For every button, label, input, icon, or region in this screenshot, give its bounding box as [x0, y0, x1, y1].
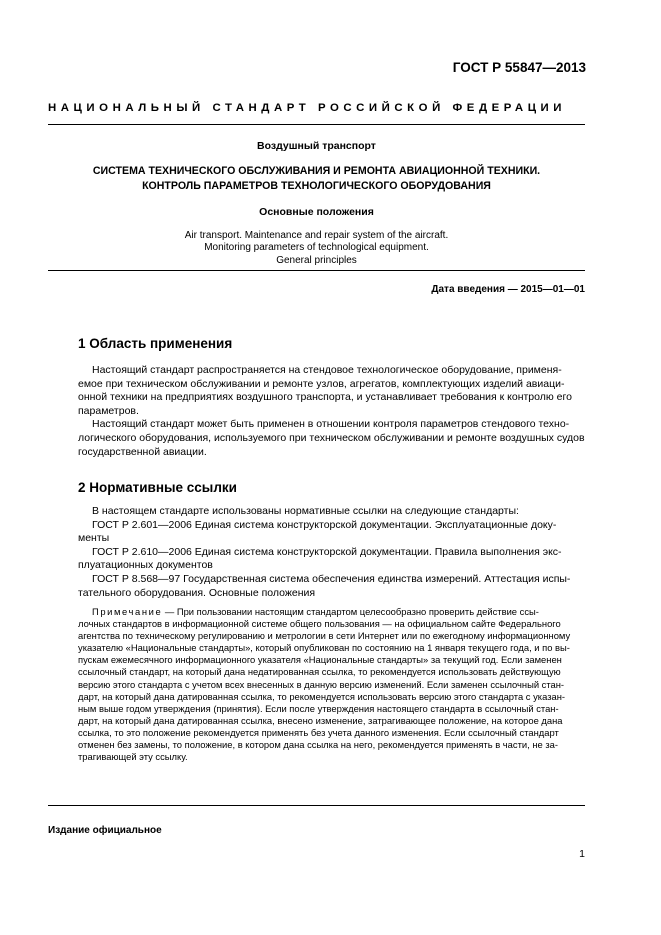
page-number: 1	[579, 848, 585, 860]
subject-heading: Воздушный транспорт	[257, 140, 376, 152]
english-title-line: Monitoring parameters of technological equipment.	[204, 242, 429, 254]
footer-rule	[48, 805, 585, 806]
paragraph-line: Настоящий стандарт может быть применен в отношении контроля параметров стендового техно-	[92, 418, 570, 431]
title-rule	[48, 270, 585, 271]
paragraph-line: емое при техническом обслуживании и ремонте узлов, агрегатов, комплектующих изделий авиаци-	[78, 377, 565, 390]
note-first-line	[78, 606, 585, 618]
note-text: — При пользовании настоящим стандартом целесообразно проверить действие ссы-	[162, 606, 539, 617]
section-2-body	[78, 505, 585, 600]
note-block	[78, 606, 585, 763]
document-subtitle: Основные положения	[259, 206, 374, 218]
paragraph-line: менты	[78, 532, 110, 545]
reference-gost-8-568: ГОСТ Р 8.568—97 Государственная система обеспечения единства измерений. Аттестация испы-	[92, 572, 571, 585]
english-title-line: Air transport. Maintenance and repair system of the aircraft.	[184, 230, 449, 241]
note-line: дарт, на который дана датированная ссылка, то рекомендуется использовать версию этого стандарта с указан-	[78, 690, 566, 702]
header-rule	[48, 124, 585, 125]
note-label: Примечание	[92, 606, 163, 617]
note-line: ссылочный стандарт, на который дана недатированная ссылка, то рекомендуется использовать действующую	[78, 666, 561, 678]
note-line: трагивающей эту ссылку.	[78, 751, 188, 763]
note-line: пускам ежемесячного информационного указателя «Национальные стандарты» за текущий год. Если заменен	[78, 654, 562, 666]
note-line: дарт, на который дана датированная ссылка, внесено изменение, затрагивающее положение, на которое дана	[78, 714, 563, 726]
paragraph-line: онной техники на предприятиях воздушного транспорта, и устанавливает требования к контролю его	[78, 391, 572, 404]
paragraph-line: тательного оборудования. Основные положения	[78, 586, 316, 599]
official-edition-label: Издание официальное	[48, 825, 162, 836]
document-title-line: СИСТЕМА ТЕХНИЧЕСКОГО ОБСЛУЖИВАНИЯ И РЕМОНТА АВИАЦИОННОЙ ТЕХНИКИ.	[92, 165, 541, 177]
paragraph-line: государственной авиации.	[78, 445, 207, 458]
english-title-line: General principles	[276, 254, 357, 266]
paragraph-line: логического оборудования, используемого при техническом обслуживании и ремонте воздушных судов	[78, 431, 585, 444]
section-2-heading: 2 Нормативные ссылки	[78, 480, 237, 495]
english-title	[48, 230, 585, 267]
note-line: указателю «Национальные стандарты», который опубликован по состоянию на 1 января текущего года, и по вы-	[78, 642, 570, 654]
paragraph-line: Настоящий стандарт распространяется на стендовое технологическое оборудование, применя-	[92, 364, 562, 376]
document-title-line: КОНТРОЛЬ ПАРАМЕТРОВ ТЕХНОЛОГИЧЕСКОГО ОБОРУДОВАНИЯ	[142, 180, 491, 192]
paragraph-line: параметров.	[78, 404, 139, 417]
document-title	[48, 164, 585, 194]
note-line: агентства по техническому регулированию и метрологии в сети Интернет или по ежегодному информационному	[78, 630, 571, 642]
paragraph-line: плуатационных документов	[78, 559, 213, 572]
note-line: отменен без замены, то положение, в котором дана ссылка на него, рекомендуется применять в части, не за-	[78, 739, 558, 751]
note-line: лочных стандартов в информационной системе общего пользования — на официальном сайте Федерального	[78, 618, 561, 630]
section-1-heading: 1 Область применения	[78, 336, 233, 351]
reference-gost-2-601: ГОСТ Р 2.601—2006 Единая система конструкторской документации. Эксплуатационные доку-	[92, 518, 557, 531]
national-standard-banner: НАЦИОНАЛЬНЫЙ СТАНДАРТ РОССИЙСКОЙ ФЕДЕРАЦИИ	[48, 102, 567, 114]
reference-gost-2-610: ГОСТ Р 2.610—2006 Единая система конструкторской документации. Правила выполнения экс-	[92, 545, 562, 558]
paragraph-line: В настоящем стандарте использованы нормативные ссылки на следующие стандарты:	[92, 505, 519, 517]
note-line: ссылка, то это положение рекомендуется применять без учета данного изменения. Если ссылочный стандарт	[78, 726, 559, 738]
section-1-body	[78, 364, 585, 459]
effective-date: Дата введения — 2015—01—01	[431, 284, 585, 295]
note-line: ным выше годом утверждения (принятия). Если после утверждения настоящего стандарта в ссылочный стан-	[78, 702, 559, 714]
note-line: версию этого стандарта с учетом всех внесенных в данную версию изменений. Если заменен ссылочный стан-	[78, 678, 565, 690]
document-code: ГОСТ Р 55847—2013	[452, 60, 586, 75]
